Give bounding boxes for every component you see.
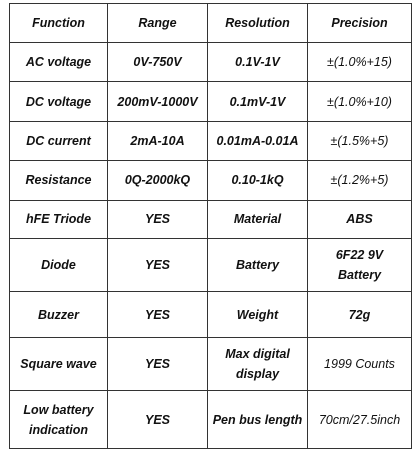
table-row	[10, 292, 412, 337]
cell-range: YES	[108, 337, 208, 391]
header-row	[10, 4, 412, 43]
cell-spec-value: 72g	[308, 292, 412, 337]
cell-spec-label: Weight	[208, 292, 308, 337]
cell-line: indication	[28, 422, 89, 437]
table-row	[10, 43, 412, 82]
cell-range: 2mA-10A	[108, 121, 208, 160]
cell-spec-label	[208, 337, 308, 391]
cell-spec-value: 70cm/27.5inch	[308, 391, 412, 449]
cell-spec-label: Material	[208, 200, 308, 238]
cell-function: Buzzer	[10, 292, 108, 337]
cell-spec-value: 1999 Counts	[308, 337, 412, 391]
table-row	[10, 82, 412, 121]
cell-spec-label: Pen bus length	[208, 391, 308, 449]
cell-function: Resistance	[10, 161, 108, 200]
cell-range: YES	[108, 238, 208, 292]
cell-spec-value: ABS	[308, 200, 412, 238]
table-row	[10, 391, 412, 449]
cell-range: YES	[108, 200, 208, 238]
cell-function: Diode	[10, 238, 108, 292]
cell-function: Square wave	[10, 337, 108, 391]
header-precision: Precision	[308, 4, 412, 43]
cell-resolution: 0.01mA-0.01A	[208, 121, 308, 160]
header-resolution: Resolution	[208, 4, 308, 43]
cell-line: Battery	[337, 268, 382, 283]
header-range: Range	[108, 4, 208, 43]
cell-range: YES	[108, 292, 208, 337]
spec-table	[9, 3, 412, 449]
table-row	[10, 238, 412, 292]
cell-precision: ±(1.2%+5)	[308, 161, 412, 200]
cell-line: display	[235, 367, 280, 382]
cell-function: DC current	[10, 121, 108, 160]
cell-function: DC voltage	[10, 82, 108, 121]
cell-precision: ±(1.5%+5)	[308, 121, 412, 160]
cell-spec-value	[308, 238, 412, 292]
table-row	[10, 121, 412, 160]
cell-line: Max digital	[225, 347, 290, 362]
cell-function: hFE Triode	[10, 200, 108, 238]
table-row	[10, 200, 412, 238]
cell-function	[10, 391, 108, 449]
cell-line: 6F22 9V	[335, 248, 384, 263]
header-function: Function	[10, 4, 108, 43]
cell-range: 0V-750V	[108, 43, 208, 82]
cell-range: YES	[108, 391, 208, 449]
cell-resolution: 0.10-1kQ	[208, 161, 308, 200]
cell-range: 200mV-1000V	[108, 82, 208, 121]
cell-line: Low battery	[23, 402, 94, 417]
cell-resolution: 0.1mV-1V	[208, 82, 308, 121]
table-row	[10, 161, 412, 200]
cell-precision: ±(1.0%+15)	[308, 43, 412, 82]
cell-range: 0Q-2000kQ	[108, 161, 208, 200]
cell-spec-label: Battery	[208, 238, 308, 292]
cell-function: AC voltage	[10, 43, 108, 82]
table-row	[10, 337, 412, 391]
cell-resolution: 0.1V-1V	[208, 43, 308, 82]
cell-precision: ±(1.0%+10)	[308, 82, 412, 121]
